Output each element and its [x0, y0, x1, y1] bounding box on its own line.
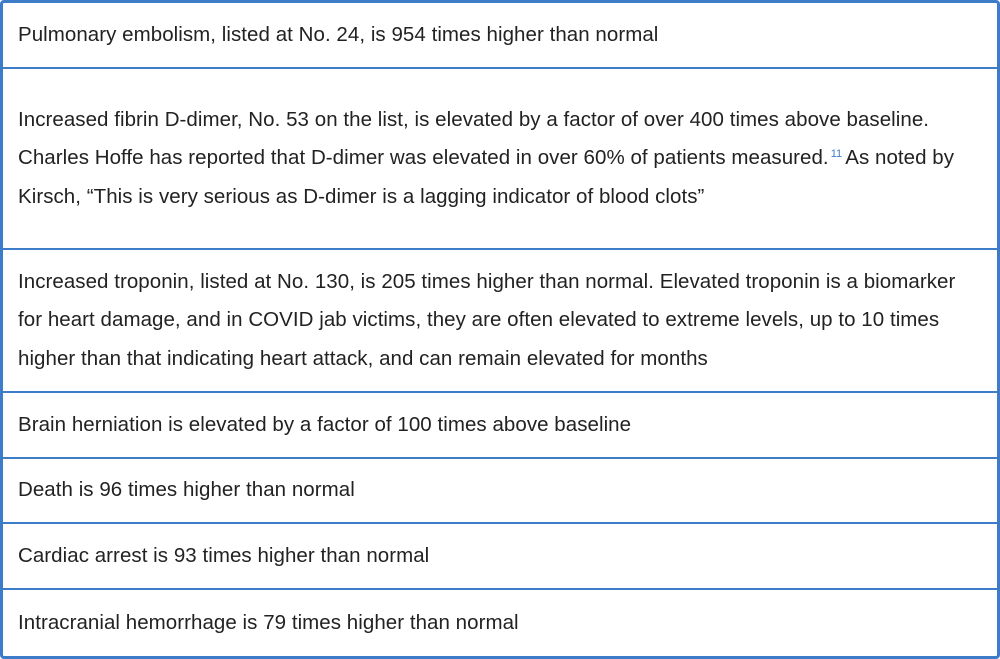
- row-text-before: Increased fibrin D-dimer, No. 53 on the list, is elevated by a factor of over 400 times above baseline. Charles Hoffe has reported that D-dimer was elevated in over 60% of patients measured.: [18, 107, 930, 170]
- table-row: [3, 459, 997, 524]
- table-row: [3, 524, 997, 590]
- row-text: Intracranial hemorrhage is 79 times higher than normal: [18, 610, 519, 634]
- table-row: [3, 3, 997, 69]
- row-text: [18, 101, 981, 216]
- row-text: Increased troponin, listed at No. 130, is 205 times higher than normal. Elevated troponin is a biomarker for heart damage, and in COVID jab victims, they are often elevated to extreme levels, up to 10 times higher than that indicating heart attack, and can remain elevated for months: [18, 269, 956, 370]
- table-row: [3, 250, 997, 393]
- table-row: [3, 393, 997, 459]
- row-text-after: As noted by Kirsch, “This is very serious as D-dimer is a lagging indicator of blood clots”: [18, 146, 955, 208]
- table-row: [3, 69, 997, 250]
- row-text: Death is 96 times higher than normal: [18, 478, 355, 502]
- table-row: [3, 590, 997, 656]
- row-text: Brain herniation is elevated by a factor of 100 times above baseline: [18, 412, 632, 436]
- row-text: Cardiac arrest is 93 times higher than normal: [18, 543, 430, 567]
- row-text: Pulmonary embolism, listed at No. 24, is 954 times higher than normal: [18, 22, 659, 46]
- footnote-link[interactable]: 11: [830, 148, 843, 161]
